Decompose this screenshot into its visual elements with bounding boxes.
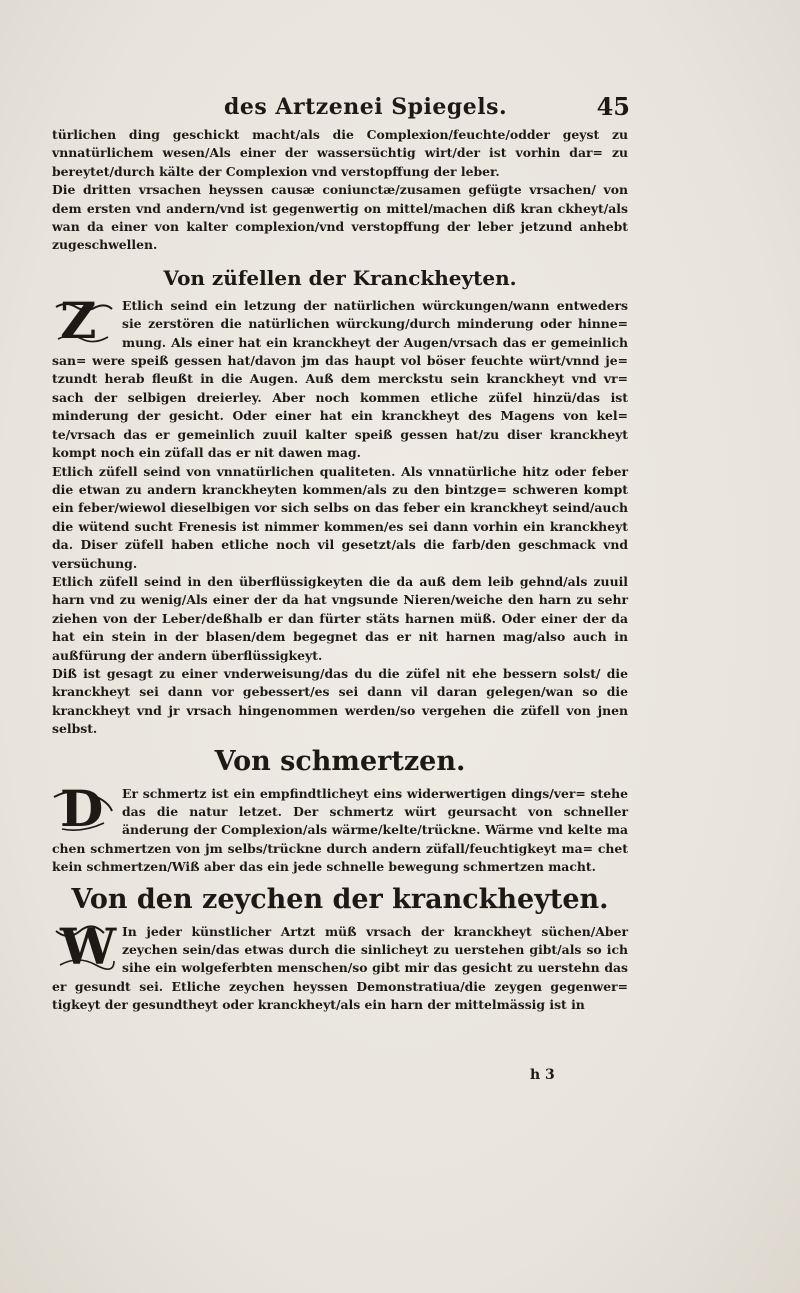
intro-paragraph-1: türlichen ding geschickt macht/als die Complexion/feuchte/odder geyst zu vnnatürlichem wesen/Als einer der wassersüchtig wirt/der ist vorhin dar= zu bereytet/durch kälte der Complexion vnd verstopffung der leber. (52, 127, 628, 179)
section-schmertzen-body (52, 778, 628, 877)
decorated-initial (52, 916, 117, 976)
section-zeychen-body (52, 916, 628, 1015)
zeychen-paragraph: In jeder künstlicher Artzt müß vrsach der kranckheyt süchen/Aber zeychen sein/das etwas durch die sinlicheyt zu uerstehen gibt/als so ich sihe ein wolgeferbten menschen/so gibt mir das gesicht zu uerstehn das er gesundt sei. Etliche zeychen heyssen Demonstratiua/die zeygen gegenwer= tigkeyt der gesundtheyt oder kranckheyt/als ein harn der mittelmässig ist in (52, 923, 628, 1013)
decorated-initial (52, 778, 116, 838)
section-heading-zufelle: Von züfellen der Kranckheyten. (163, 265, 517, 290)
running-title: des Artzenei Spiegels. (224, 94, 508, 120)
initial-letter: Z (60, 290, 97, 350)
section-zufelle-body (52, 290, 628, 463)
text-block (52, 88, 628, 1015)
decorated-initial (52, 290, 116, 350)
signature-mark: h 3 (530, 1067, 555, 1083)
zufelle-paragraph-4: Diß ist gesagt zu einer vnderweisung/das du die züfel nit ehe bessern solst/ die kranckheyt sei dann vor gebessert/es sei dann vil daran gelegen/wan so die kranckheyt vnd jr vrsach hingenommen werden/so vergehen die züfell von jnen selbst. (52, 665, 628, 737)
schmertzen-paragraph: Er schmertz ist ein empfindtlicheyt eins widerwertigen dings/ver= stehe das die natur letzet. Der schmertz würt geursacht von schneller änderung der Complexion/als wärme/kelte/trückne. Wärme vnd kelte ma chen schmertzen von jm selbs/trückne durch andern züfall/feuchtigkeyt ma= chet kein schmertzen/Wiß aber das ein jede schnelle bewegung schmertzen macht. (52, 785, 628, 875)
zufelle-paragraph-3: Etlich züfell seind in den überflüssigkeyten die da auß dem leib gehnd/als zuuil harn vnd zu wenig/Als einer der da hat vngsunde Nieren/weiche den harn zu sehr ziehen von der Leber/deßhalb er dan fürter stäts harnen müß. Oder einer der da hat ein stein in der blasen/dem begegnet das er nit harnen mag/also auch in außfürung der andern überflüssigkeyt. (52, 573, 628, 663)
section-heading-zeychen: Von den zeychen der kranckheyten. (71, 883, 609, 915)
zufelle-paragraph-1: Etlich seind ein letzung der natürlichen würckungen/wann entweders sie zerstören die natürlichen würckung/durch minderung oder hinne= mung. Als einer hat ein kranckheyt der Augen/vrsach das er gemeinlich san= were speiß gessen hat/davon jm das haupt vol böser feuchte würt/vnnd je= tzundt herab fleußt in die Augen. Auß dem merckstu sein kranckheyt vnd vr= sach der selbigen dreierley. Aber noch kommen etliche züfel hinzü/das ist minderung der gesicht. Oder einer hat ein kranckheyt des Magens von kel= te/vrsach das er gemeinlich zuuil kalter speiß gessen hat/zu diser kranckheyt kompt noch ein züfall das er nit dawen mag. (52, 297, 628, 461)
intro-paragraph-2: Die dritten vrsachen heyssen causæ coniunctæ/zusamen gefügte vrsachen/ von dem ersten vnd andern/vnd ist gegenwertig on mittel/machen diß kran ckheyt/als wan da einer von kalter complexion/vnd verstopffung der leber jetzund anhebt zugeschwellen. (52, 182, 628, 253)
initial-letter: D (60, 778, 104, 838)
section-heading-schmertzen: Von schmertzen. (214, 745, 466, 777)
zufelle-paragraph-2: Etlich züfell seind von vnnatürlichen qualiteten. Als vnnatürliche hitz oder feber die etwan zu andern kranckheyten kommen/als zu den bintzge= schweren kompt ein feber/wiewol dieselbigen vor sich selbs on das feber ein kranckheyt seind/auch die wütend sucht Frenesis ist nimmer kommen/es sei dann vorhin ein kranckheyt da. Diser züfell haben etliche noch vil gesetzt/als die farb/den geschmack vnd versüchung. (52, 463, 628, 571)
initial-letter: W (60, 916, 117, 976)
running-head (52, 88, 628, 126)
folio-number: 45 (596, 92, 630, 121)
